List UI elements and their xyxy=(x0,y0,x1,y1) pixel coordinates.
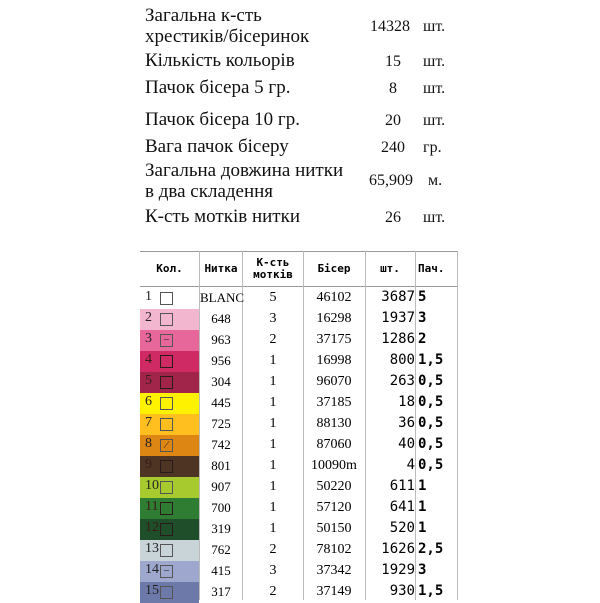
color-swatch xyxy=(140,351,199,372)
skeins-unit: шт. xyxy=(423,209,446,226)
skein-count: 1 xyxy=(269,374,277,389)
color-number: 15 xyxy=(145,583,159,598)
header-pcs: шт. xyxy=(380,262,400,275)
stitch-symbol-icon: − xyxy=(160,334,173,347)
pack5-value: 8 xyxy=(389,80,397,97)
skein-count: 2 xyxy=(269,332,277,347)
table-row xyxy=(140,309,458,330)
skein-count: 1 xyxy=(269,500,277,515)
color-swatch xyxy=(140,519,199,540)
color-number: 12 xyxy=(145,520,159,535)
bead-code: 37175 xyxy=(316,332,352,347)
color-swatch xyxy=(140,435,199,456)
bead-code: 78102 xyxy=(316,542,352,557)
color-swatch xyxy=(140,561,199,582)
pack5-label: Пачок бісера 5 гр. xyxy=(145,77,291,98)
pack10-label: Пачок бісера 10 гр. xyxy=(145,109,300,130)
bead-pieces: 18 xyxy=(398,394,415,410)
table-row xyxy=(140,561,458,582)
thread-code: 415 xyxy=(211,563,231,578)
stitch-symbol-icon xyxy=(160,460,173,473)
skein-count: 1 xyxy=(269,395,277,410)
bead-packs: 1 xyxy=(418,520,427,536)
stitch-symbol-icon xyxy=(160,397,173,410)
skein-count: 1 xyxy=(269,479,277,494)
bead-packs: 1,5 xyxy=(418,583,444,599)
color-swatch xyxy=(140,414,199,435)
table-row xyxy=(140,372,458,393)
header-bottom-border xyxy=(140,286,458,287)
color-number: 4 xyxy=(145,352,152,367)
table-row xyxy=(140,498,458,519)
color-number: 5 xyxy=(145,373,152,388)
color-swatch xyxy=(140,393,199,414)
thread-label-line-1: Загальна довжина нитки xyxy=(145,160,344,181)
table-row xyxy=(140,519,458,540)
pack10-unit: шт. xyxy=(423,112,446,129)
bead-code: 37342 xyxy=(316,563,352,578)
thread-code: 319 xyxy=(211,521,231,536)
table-row xyxy=(140,540,458,561)
bead-packs: 1 xyxy=(418,478,427,494)
colors-unit: шт. xyxy=(423,53,446,70)
color-number: 1 xyxy=(145,289,152,304)
stitch-symbol-icon: ⁄ xyxy=(160,439,173,452)
stitch-symbol-icon xyxy=(160,376,173,389)
pack5-unit: шт. xyxy=(423,80,446,97)
color-swatch xyxy=(140,309,199,330)
thread-value: 65,909 xyxy=(369,172,413,189)
header-col: Кол. xyxy=(156,262,183,275)
thread-label-line-2: в два складення xyxy=(145,181,274,202)
bead-code: 57120 xyxy=(316,500,352,515)
thread-code: 725 xyxy=(211,416,231,431)
stitch-symbol-icon xyxy=(160,292,173,305)
bead-packs: 0,5 xyxy=(418,436,444,452)
thread-code: 445 xyxy=(211,395,231,410)
thread-code: BLANC xyxy=(200,290,245,305)
thread-code: 963 xyxy=(211,332,231,347)
skein-count: 2 xyxy=(269,584,277,599)
thread-code: 700 xyxy=(211,500,231,515)
skein-count: 2 xyxy=(269,542,277,557)
bead-pieces: 611 xyxy=(389,478,415,494)
skein-count: 1 xyxy=(269,416,277,431)
colors-value: 15 xyxy=(385,53,401,70)
bead-pieces: 520 xyxy=(389,520,415,536)
table-row xyxy=(140,414,458,435)
table-row xyxy=(140,456,458,477)
table-row xyxy=(140,351,458,372)
weight-label: Вага пачок бісеру xyxy=(145,136,289,157)
bead-packs: 0,5 xyxy=(418,457,444,473)
skeins-label: К-сть мотків нитки xyxy=(145,206,300,227)
thread-code: 801 xyxy=(211,458,231,473)
skein-count: 1 xyxy=(269,521,277,536)
bead-packs: 2,5 xyxy=(418,541,444,557)
table-row xyxy=(140,288,458,309)
thread-code: 648 xyxy=(211,311,231,326)
color-number: 10 xyxy=(145,478,159,493)
color-number: 7 xyxy=(145,415,152,430)
color-number: 2 xyxy=(145,310,152,325)
bead-packs: 0,5 xyxy=(418,373,444,389)
bead-pieces: 1626 xyxy=(381,541,415,557)
bead-pieces: 641 xyxy=(389,499,415,515)
color-swatch xyxy=(140,288,199,309)
bead-pieces: 263 xyxy=(389,373,415,389)
color-swatch xyxy=(140,498,199,519)
bead-pieces: 1929 xyxy=(381,562,415,578)
bead-pieces: 1937 xyxy=(381,310,415,326)
stitch-symbol-icon xyxy=(160,355,173,368)
header-packs: Пач. xyxy=(418,262,445,275)
stitch-symbol-icon xyxy=(160,313,173,326)
bead-code: 16998 xyxy=(316,353,352,368)
color-swatch xyxy=(140,456,199,477)
bead-packs: 3 xyxy=(418,310,427,326)
color-number: 9 xyxy=(145,457,152,472)
color-swatch xyxy=(140,540,199,561)
bead-code: 37149 xyxy=(316,584,352,599)
bead-pieces: 3687 xyxy=(381,289,415,305)
weight-unit: гр. xyxy=(423,139,442,156)
header-skeins-line-2: мотків xyxy=(253,268,293,281)
thread-code: 907 xyxy=(211,479,231,494)
stitch-symbol-icon xyxy=(160,586,173,599)
bead-code: 50150 xyxy=(316,521,352,536)
skeins-value: 26 xyxy=(385,209,401,226)
stitch-symbol-icon xyxy=(160,481,173,494)
skein-count: 3 xyxy=(269,311,277,326)
color-number: 11 xyxy=(145,499,159,514)
bead-code: 10090m xyxy=(311,458,357,473)
stitch-symbol-icon: − xyxy=(160,565,173,578)
stitch-symbol-icon xyxy=(160,523,173,536)
header-thread: Нитка xyxy=(204,262,238,275)
color-number: 6 xyxy=(145,394,152,409)
thread-code: 762 xyxy=(211,542,231,557)
color-number: 3 xyxy=(145,331,152,346)
colors-label: Кількість кольорів xyxy=(145,50,295,71)
bead-code: 16298 xyxy=(316,311,352,326)
bead-packs: 2 xyxy=(418,331,427,347)
weight-value: 240 xyxy=(381,139,405,156)
table-row xyxy=(140,393,458,414)
bead-code: 46102 xyxy=(316,290,352,305)
bead-pieces: 36 xyxy=(398,415,415,431)
total-label-line-2: хрестиків/бісеринок xyxy=(145,26,310,47)
bead-packs: 3 xyxy=(418,562,427,578)
bead-code: 50220 xyxy=(316,479,352,494)
total-value: 14328 xyxy=(370,18,410,35)
pack10-value: 20 xyxy=(385,112,401,129)
bead-pieces: 40 xyxy=(398,436,415,452)
skein-count: 3 xyxy=(269,563,277,578)
bead-pieces: 800 xyxy=(389,352,415,368)
stitch-symbol-icon xyxy=(160,502,173,515)
thread-code: 304 xyxy=(211,374,231,389)
bead-packs: 0,5 xyxy=(418,394,444,410)
bead-pieces: 1286 xyxy=(381,331,415,347)
table-row xyxy=(140,330,458,351)
color-swatch xyxy=(140,477,199,498)
total-unit: шт. xyxy=(423,18,446,35)
bead-packs: 1 xyxy=(418,499,427,515)
header-skeins xyxy=(243,251,303,287)
stitch-symbol-icon xyxy=(160,418,173,431)
stitch-symbol-icon xyxy=(160,544,173,557)
thread-unit: м. xyxy=(428,172,443,189)
skein-count: 5 xyxy=(269,290,277,305)
bead-packs: 5 xyxy=(418,289,427,305)
bead-code: 88130 xyxy=(316,416,352,431)
color-swatch xyxy=(140,372,199,393)
header-bead: Бісер xyxy=(317,262,351,275)
thread-code: 956 xyxy=(211,353,231,368)
bead-pieces: 4 xyxy=(406,457,415,473)
thread-code: 317 xyxy=(211,584,231,599)
total-label-line-1: Загальна к-сть xyxy=(145,5,262,26)
table-row xyxy=(140,477,458,498)
bead-code: 96070 xyxy=(316,374,352,389)
skein-count: 1 xyxy=(269,437,277,452)
color-number: 8 xyxy=(145,436,152,451)
color-number: 14 xyxy=(145,562,159,577)
color-number: 13 xyxy=(145,541,159,556)
skein-count: 1 xyxy=(269,458,277,473)
table-row xyxy=(140,435,458,456)
color-swatch xyxy=(140,330,199,351)
bead-packs: 0,5 xyxy=(418,415,444,431)
skein-count: 1 xyxy=(269,353,277,368)
bead-packs: 1,5 xyxy=(418,352,444,368)
bead-code: 87060 xyxy=(316,437,352,452)
bead-pieces: 930 xyxy=(389,583,415,599)
bead-code: 37185 xyxy=(316,395,352,410)
header-skeins-line-1: К-сть xyxy=(256,256,290,269)
thread-code: 742 xyxy=(211,437,231,452)
